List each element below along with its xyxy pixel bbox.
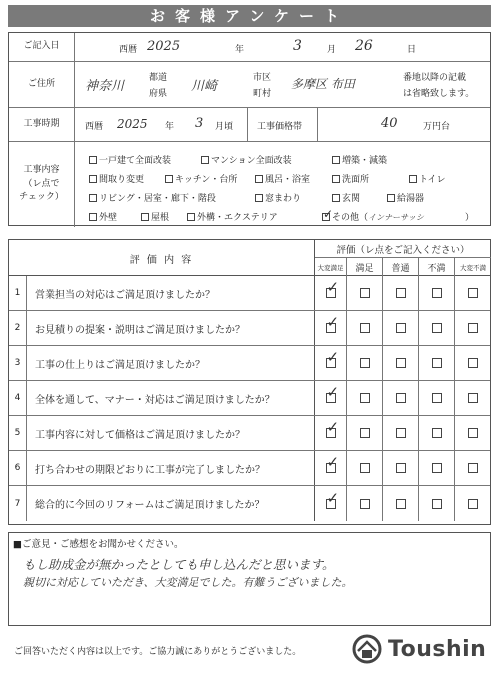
grade-checkbox[interactable] bbox=[360, 393, 370, 403]
date-era: 西暦 bbox=[119, 45, 138, 55]
grade-cell bbox=[419, 311, 455, 345]
grade-cell bbox=[315, 416, 347, 450]
grade-checkbox[interactable] bbox=[396, 358, 406, 368]
grade-cell bbox=[419, 346, 455, 380]
option-other[interactable]: ✓ その他（インナーサッシ bbox=[323, 207, 424, 223]
grade-cell bbox=[347, 346, 383, 380]
period-year: 2025 bbox=[117, 117, 148, 131]
grade-cell bbox=[455, 346, 491, 380]
grade-checkbox-checked[interactable] bbox=[326, 313, 340, 333]
date-month-unit: 月 bbox=[327, 45, 337, 55]
checkbox[interactable] bbox=[409, 175, 417, 183]
address-prefecture-value: 神奈川 bbox=[85, 79, 125, 94]
grade-checkbox[interactable] bbox=[432, 323, 442, 333]
grade-checkbox[interactable] bbox=[468, 499, 478, 509]
grade-cell bbox=[455, 451, 491, 485]
grade-cell bbox=[419, 416, 455, 450]
grade-checkbox[interactable] bbox=[396, 463, 406, 473]
question-number: 5 bbox=[9, 416, 27, 450]
checkbox[interactable] bbox=[387, 194, 395, 202]
option-full-house[interactable]: 一戸建て全面改装 bbox=[89, 153, 171, 166]
grade-checkbox[interactable] bbox=[432, 358, 442, 368]
logo-text: Toushin bbox=[388, 636, 487, 662]
date-row bbox=[9, 33, 490, 62]
date-month: 3 bbox=[293, 38, 302, 54]
grade-checkbox[interactable] bbox=[396, 393, 406, 403]
checkbox[interactable] bbox=[187, 213, 195, 221]
checkbox[interactable] bbox=[141, 213, 149, 221]
grade-cell bbox=[315, 346, 347, 380]
option-layout[interactable]: 間取り変更 bbox=[89, 172, 144, 185]
period-month: 3 bbox=[195, 116, 204, 131]
address-label: ご住所 bbox=[9, 62, 75, 107]
address-city-value: 川崎 bbox=[191, 79, 218, 94]
grade-checkbox[interactable] bbox=[360, 428, 370, 438]
grade-cell bbox=[455, 276, 491, 310]
grade-checkbox[interactable] bbox=[468, 323, 478, 333]
toushin-logo bbox=[352, 634, 486, 664]
question-text: 全体を通して、マナー・対応はご満足頂けましたか？ bbox=[27, 381, 315, 415]
grade-checkbox[interactable] bbox=[468, 463, 478, 473]
option-extension[interactable]: 増築・減築 bbox=[332, 153, 387, 166]
comments-box bbox=[8, 532, 491, 626]
grade-checkbox[interactable] bbox=[360, 463, 370, 473]
checkbox[interactable] bbox=[89, 194, 97, 202]
date-label: ご記入日 bbox=[9, 33, 75, 61]
grade-checkbox[interactable] bbox=[468, 428, 478, 438]
grade-cell bbox=[455, 416, 491, 450]
price-unit: 万円台 bbox=[423, 122, 451, 132]
option-exterior[interactable]: 外構・エクステリア bbox=[187, 210, 278, 223]
evaluation-header-left: 評 価 内 容 bbox=[9, 240, 315, 276]
grade-cell bbox=[383, 276, 419, 310]
grade-checkbox[interactable] bbox=[360, 499, 370, 509]
question-number: 1 bbox=[9, 276, 27, 310]
grade-cell bbox=[419, 451, 455, 485]
grade-checkbox[interactable] bbox=[432, 288, 442, 298]
grade-cell bbox=[455, 486, 491, 521]
evaluation-row bbox=[9, 451, 490, 486]
grade-cell bbox=[347, 381, 383, 415]
question-number: 4 bbox=[9, 381, 27, 415]
check-mark-icon: ✓ bbox=[326, 383, 340, 401]
grade-dissatisfied: 不満 bbox=[419, 258, 455, 276]
grade-cell bbox=[347, 416, 383, 450]
grade-checkbox[interactable] bbox=[396, 428, 406, 438]
work-content-label-3: チェック） bbox=[19, 192, 64, 203]
evaluation-row bbox=[9, 346, 490, 381]
customer-info-table bbox=[8, 32, 491, 226]
address-city-suffix-1: 市区 bbox=[253, 73, 272, 83]
option-entrance[interactable]: 玄関 bbox=[332, 191, 360, 204]
work-content-label-2: （レ点で bbox=[23, 178, 60, 189]
period-month-unit: 月頃 bbox=[215, 122, 234, 132]
address-town-value: 多摩区 布田 bbox=[291, 77, 355, 91]
option-roof[interactable]: 屋根 bbox=[141, 210, 169, 223]
footer-text: ご回答いただく内容は以上です。ご協力誠にありがとうございました。 bbox=[14, 647, 302, 657]
option-exterior-wall[interactable]: 外壁 bbox=[89, 210, 117, 223]
grade-checkbox-checked[interactable] bbox=[326, 453, 340, 473]
checkbox[interactable] bbox=[332, 194, 340, 202]
grade-checkbox-checked[interactable] bbox=[326, 278, 340, 298]
grade-checkbox-checked[interactable] bbox=[326, 348, 340, 368]
grade-cell bbox=[383, 486, 419, 521]
option-living[interactable]: リビング・居室・廊下・階段 bbox=[89, 191, 216, 204]
grade-checkbox[interactable] bbox=[396, 499, 406, 509]
grade-checkbox[interactable] bbox=[396, 323, 406, 333]
question-number: 6 bbox=[9, 451, 27, 485]
check-mark-icon: ✓ bbox=[326, 453, 340, 471]
grade-checkbox[interactable] bbox=[360, 323, 370, 333]
grade-cell bbox=[419, 381, 455, 415]
grade-checkbox[interactable] bbox=[360, 358, 370, 368]
grade-cell bbox=[419, 276, 455, 310]
address-prefecture-suffix-2: 府県 bbox=[149, 89, 168, 99]
grade-normal: 普通 bbox=[383, 258, 419, 276]
question-text: お見積りの提案・説明はご満足頂けましたか？ bbox=[27, 311, 315, 345]
survey-title: お客様アンケート bbox=[8, 5, 491, 27]
evaluation-row bbox=[9, 311, 490, 346]
grade-cell bbox=[383, 346, 419, 380]
option-water-heater[interactable]: 給湯器 bbox=[387, 191, 424, 204]
grade-cell bbox=[315, 451, 347, 485]
evaluation-row bbox=[9, 381, 490, 416]
address-prefecture-suffix-1: 都道 bbox=[149, 73, 168, 83]
work-content-row bbox=[9, 142, 490, 227]
grade-cell bbox=[347, 311, 383, 345]
option-washroom[interactable]: 洗面所 bbox=[332, 172, 369, 185]
grade-very-dissatisfied: 大変不満 bbox=[460, 263, 486, 272]
checkbox[interactable] bbox=[89, 175, 97, 183]
grade-cell bbox=[383, 381, 419, 415]
grade-cell bbox=[383, 451, 419, 485]
grade-cell bbox=[347, 276, 383, 310]
other-value: インナーサッシ bbox=[368, 213, 424, 222]
grade-cell bbox=[347, 451, 383, 485]
check-mark-icon: ✓ bbox=[326, 313, 340, 331]
grade-checkbox[interactable] bbox=[432, 428, 442, 438]
checkbox[interactable] bbox=[332, 175, 340, 183]
checkbox[interactable] bbox=[89, 156, 97, 164]
comment-line-1: もし助成金が無かったとしても申し込んだと思います。 bbox=[23, 557, 335, 572]
other-paren-open: （ bbox=[359, 213, 369, 223]
comment-line-2: 親切に対応していただき、大変満足でした。有難うございました。 bbox=[23, 576, 353, 589]
question-text: 打ち合わせの期限どおりに工事が完了しましたか？ bbox=[27, 451, 315, 485]
question-number: 2 bbox=[9, 311, 27, 345]
question-text: 工事内容に対して価格はご満足頂けましたか？ bbox=[27, 416, 315, 450]
grade-checkbox[interactable] bbox=[360, 288, 370, 298]
grade-cell bbox=[383, 311, 419, 345]
evaluation-row bbox=[9, 276, 490, 311]
address-note-2: は省略致します。 bbox=[403, 89, 475, 99]
grade-checkbox[interactable] bbox=[468, 358, 478, 368]
grade-cell bbox=[315, 486, 347, 521]
checkbox[interactable] bbox=[255, 194, 263, 202]
question-text: 営業担当の対応はご満足頂けましたか？ bbox=[27, 276, 315, 310]
date-day: 26 bbox=[355, 38, 373, 54]
work-content-label-1: 工事内容 bbox=[23, 165, 60, 176]
option-full-mansion[interactable]: マンション全面改装 bbox=[201, 153, 292, 166]
period-year-unit: 年 bbox=[165, 122, 175, 132]
toushin-logo-icon bbox=[352, 634, 382, 664]
grade-cell bbox=[383, 416, 419, 450]
grade-checkbox[interactable] bbox=[468, 288, 478, 298]
checkbox[interactable] bbox=[201, 156, 209, 164]
date-year-unit: 年 bbox=[235, 45, 245, 55]
option-kitchen[interactable]: キッチン・台所 bbox=[165, 172, 237, 185]
grade-very-satisfied: 大変満足 bbox=[315, 258, 347, 276]
grade-checkbox[interactable] bbox=[432, 463, 442, 473]
grade-cell bbox=[315, 311, 347, 345]
evaluation-header-right: 評価（レ点をご記入ください） bbox=[315, 240, 491, 258]
evaluation-row bbox=[9, 486, 490, 521]
question-text: 総合的に今回のリフォームはご満足頂けましたか？ bbox=[27, 486, 315, 521]
grade-checkbox[interactable] bbox=[468, 393, 478, 403]
date-day-unit: 日 bbox=[407, 45, 417, 55]
checkbox[interactable] bbox=[332, 156, 340, 164]
option-window[interactable]: 窓まわり bbox=[255, 191, 301, 204]
question-number: 7 bbox=[9, 486, 27, 521]
grade-checkbox[interactable] bbox=[432, 499, 442, 509]
checkbox[interactable] bbox=[165, 175, 173, 183]
grade-checkbox[interactable] bbox=[396, 288, 406, 298]
work-content-label bbox=[9, 142, 75, 227]
period-era: 西暦 bbox=[85, 122, 104, 132]
check-mark-icon: ✓ bbox=[326, 348, 340, 366]
grade-checkbox-checked[interactable] bbox=[326, 383, 340, 403]
checkbox[interactable] bbox=[89, 213, 97, 221]
grade-checkbox[interactable] bbox=[432, 393, 442, 403]
other-paren-close: ） bbox=[465, 213, 475, 223]
price-divider bbox=[317, 108, 318, 142]
period-label: 工事時期 bbox=[9, 108, 75, 141]
check-mark-icon: ✓ bbox=[323, 207, 334, 221]
grade-checkbox-checked[interactable] bbox=[326, 418, 340, 438]
address-row bbox=[9, 62, 490, 108]
address-city-suffix-2: 町村 bbox=[253, 89, 272, 99]
check-mark-icon: ✓ bbox=[326, 488, 340, 507]
evaluation-header bbox=[9, 240, 490, 276]
checkbox[interactable] bbox=[255, 175, 263, 183]
evaluation-table bbox=[8, 239, 491, 525]
period-divider bbox=[247, 108, 248, 142]
grade-cell bbox=[455, 311, 491, 345]
check-mark-icon: ✓ bbox=[326, 278, 340, 296]
question-text: 工事の仕上りはご満足頂けましたか？ bbox=[27, 346, 315, 380]
grade-cell bbox=[315, 381, 347, 415]
period-row bbox=[9, 108, 490, 142]
checkbox-checked[interactable] bbox=[322, 207, 334, 221]
check-mark-icon: ✓ bbox=[326, 418, 340, 436]
option-toilet[interactable]: トイレ bbox=[409, 172, 446, 185]
evaluation-row bbox=[9, 416, 490, 451]
price-label: 工事価格帯 bbox=[257, 122, 303, 132]
question-number: 3 bbox=[9, 346, 27, 380]
grade-satisfied: 満足 bbox=[347, 258, 383, 276]
grade-cell bbox=[455, 381, 491, 415]
grade-cell bbox=[347, 486, 383, 521]
grade-cell bbox=[315, 276, 347, 310]
grade-checkbox-checked[interactable] bbox=[326, 488, 340, 509]
price-value: 40 bbox=[381, 116, 398, 131]
grade-cell bbox=[419, 486, 455, 521]
address-note-1: 番地以降の記載 bbox=[403, 73, 467, 83]
date-year: 2025 bbox=[147, 39, 181, 54]
comments-label: ■ご意見・ご感想をお聞かせください。 bbox=[13, 539, 184, 550]
option-bath[interactable]: 風呂・浴室 bbox=[255, 172, 310, 185]
